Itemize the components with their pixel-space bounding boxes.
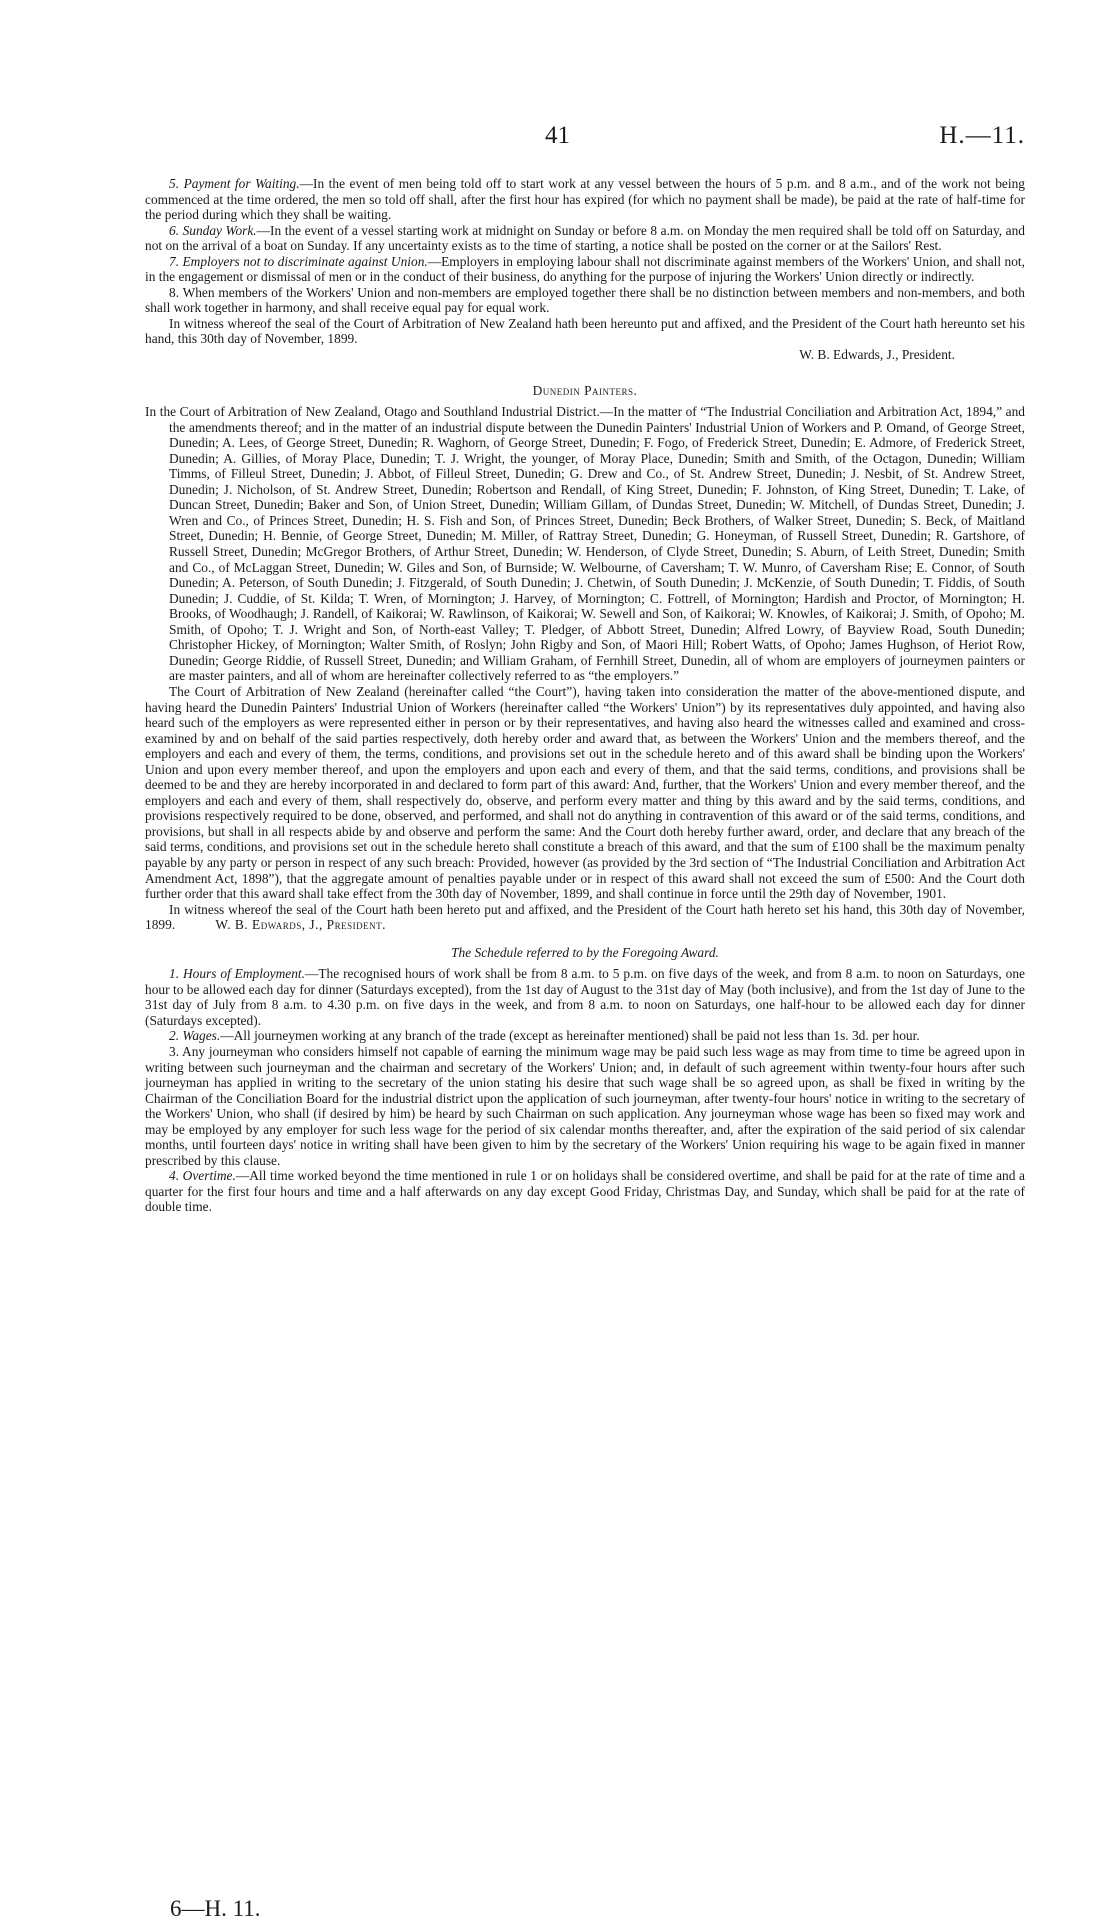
court-award-paragraph: The Court of Arbitration of New Zealand (hereinafter called “the Court”), having taken into consideration the matter of the above-mentioned dispute, and having heard the Dunedin Painters' Industrial Union of Workers (hereinafter called “the Workers' Union”) by its representatives duly appointed, and having also heard such of the employers as were represented either in person or by their representatives, and having also heard the witnesses called and examined and cross-examined by and on behalf of the said parties respectively, doth hereby order and award that, as between the Workers' Union and the members thereof, and the employers and each and every of them, the terms, conditions, and provisions set out in the schedule hereto and of this award shall be binding upon the Workers' Union and upon every member thereof, and upon the employers and upon each and every of them, and that the said terms, conditions, and provisions shall be deemed to be and they are hereby incorporated in and declared to form part of this award: And, further, that the Workers' Union and every member thereof, and the employers and each and every of them, shall respectively do, observe, and perform every matter and thing by this award and by the said terms, conditions, and provisions respectively required to be done, observed, and performed, and shall not do anything in contravention of this award or of the said terms, conditions, and provisions, but shall in all respects abide by and observe and perform the same: And the Court doth hereby further award, order, and declare that any breach of the said terms, conditions, and provisions set out in the schedule hereto shall constitute a breach of this award, and that the sum of £100 shall be the maximum penalty payable by any party or person in respect of any such breach: Provided, however (as provided by the 3rd section of “The Industrial Conciliation and Arbitration Act Amendment Act, 1898”), that the aggregate amount of penalties payable under or in respect of this award shall not exceed the sum of £500: And the Court doth further order that this award shall take effect from the 30th day of November, 1899, and shall continue in force until the 29th day of November, 1901. [145, 683, 1025, 902]
clause-employers-not-discriminate: 7. Employers not to discriminate against Union.—Employers in employing labour shall not discriminate against members of the Workers' Union, and shall not, in the engagement or dismissal of men or in the conduct of their business, do anything for the purpose of injuring the Workers' Union directly or indirectly. [145, 253, 1025, 285]
page-header [145, 118, 1025, 158]
schedule-clause-journeyman: 3. Any journeyman who considers himself not capable of earning the minimum wage may be paid such less wage as may from time to time be agreed upon in writing between such journeyman and the chairman and secretary of the Workers' Union; and, in default of such agreement within twenty-four hours after such journeyman has applied in writing to the secretary of the union stating his desire that such wage shall be so agreed upon, as shall be fixed in writing by the Chairman of the Conciliation Board for the industrial district upon the application of such journeyman, after twenty-four hours' notice in writing to the secretary of the Workers' Union, who shall (if desired by him) be heard by such Chairman on such application. Any journeyman whose wage has been so fixed may work and may be employed by any employer for such less wage for the period of six calendar months thereafter, and, after the expiration of the said period of six calendar months, until fourteen days' notice in writing shall have been given to him by the secretary of the Workers' Union requiring his wage to be again fixed in manner prescribed by this clause. [145, 1043, 1025, 1168]
schedule-clause-wages: 2. Wages.—All journeymen working at any branch of the trade (except as hereinafter mentioned) shall be paid not less than 1s. 3d. per hour. [169, 1028, 920, 1044]
witness-clause-2: In witness whereof the seal of the Court hath been hereto put and affixed, and the President of the Court hath hereto set his hand, this 30th day of November, 1899. W. B. Edwards, J., President. [145, 901, 1025, 933]
clause-members-nonmembers: 8. When members of the Workers' Union and non-members are employed together there shall be no distinction between members and non-members, and both shall work together in harmony, and shall receive equal pay for equal work. [145, 284, 1025, 316]
signature-2: W. B. Edwards, J., President. [215, 917, 386, 933]
schedule-clause-hours: 1. Hours of Employment.—The recognised hours of work shall be from 8 a.m. to 5 p.m. on five days of the week, and from 8 a.m. to noon on Saturdays, one hour to be allowed each day for dinner (Saturdays excepted), from the 1st day of August to the 31st day of May (both inclusive), and from the 1st day of June to the 31st day of July from 8 a.m. to 4.30 p.m. on five days in the week, and from 8 a.m. to noon on Saturdays, one half-hour to be allowed each day for dinner (Saturdays excepted). [145, 966, 1025, 1028]
page-number: 41 [545, 122, 570, 149]
page-footer: 6—H. 11. [170, 1896, 261, 1921]
document-code: H.—11. [939, 122, 1025, 149]
witness-clause-1: In witness whereof the seal of the Court of Arbitration of New Zealand hath been hereunto put and affixed, and the President of the Court hath hereunto set his hand, this 30th day of November, 1899. [145, 315, 1025, 347]
clause-sunday-work: 6. Sunday Work.—In the event of a vessel starting work at midnight on Sunday or before 8 a.m. on Monday the men required shall be told off on Saturday, and not on the arrival of a boat on Sunday. If any uncertainty exists as to the time of starting, a notice shall be posted on the corner or at the Sailors' Rest. [145, 222, 1026, 254]
document-body [145, 176, 1025, 1215]
clause-payment-for-waiting: 5. Payment for Waiting.—In the event of men being told off to start work at any vessel between the hours of 5 p.m. and 8 a.m., and of the work not being commenced at the time ordered, the men so told off shall, after the first hour has expired (for which no payment shall be made), be paid at the rate of half-time for the period during which they shall be waiting. [145, 176, 1025, 223]
signature-1: W. B. Edwards, J., President. [799, 347, 955, 363]
schedule-clause-overtime: 4. Overtime.—All time worked beyond the time mentioned in rule 1 or on holidays shall be considered overtime, and shall be paid for at the rate of time and a quarter for the first four hours and time and a half afterwards on any day except Good Friday, Christmas Day, and Sunday, which shall be paid for at the rate of double time. [145, 1168, 1025, 1215]
section-title: Dunedin Painters. [532, 382, 638, 398]
matter-paragraph: In the Court of Arbitration of New Zealand, Otago and Southland Industrial District.—In the matter of “The Industrial Conciliation and Arbitration Act, 1894,” and the amendments thereof; and in the matter of an industrial dispute between the Dunedin Painters' Industrial Union of Workers and P. Omand, of George Street, Dunedin; A. Lees, of George Street, Dunedin; R. Waghorn, of George Street, Dunedin; F. Fogo, of Frederick Street, Dunedin; E. Admore, of Frederick Street, Dunedin; A. Gillies, of Moray Place, Dunedin; T. J. Wright, the younger, of Moray Place, Dunedin; Smith and Smith, of the Octagon, Dunedin; William Timms, of Filleul Street, Dunedin; J. Abbot, of Filleul Street, Dunedin; G. Drew and Co., of St. Andrew Street, Dunedin; J. Nesbit, of St. Andrew Street, Dunedin; J. Nicholson, of St. Andrew Street, Dunedin; Robertson and Rendall, of King Street, Dunedin; F. Johnston, of King Street, Dunedin; T. Lake, of Duncan Street, Dunedin; Baker and Son, of Union Street, Dunedin; William Gillam, of Dundas Street, Dunedin; W. Mitchell, of Dundas Street, Dunedin; J. Wren and Co., of Princes Street, Dunedin; H. S. Fish and Son, of Princes Street, Dunedin; Beck Brothers, of Walker Street, Dunedin; S. Beck, of Maitland Street, Dunedin; H. Bennie, of George Street, Dunedin; M. Miller, of Rattray Street, Dunedin; G. Honeyman, of Russell Street, Dunedin; R. Gartshore, of Russell Street, Dunedin; McGregor Brothers, of Arthur Street, Dunedin; W. Henderson, of Clyde Street, Dunedin; S. Aburn, of Leith Street, Dunedin; Smith and Co., of McLaggan Street, Dunedin; W. Giles and Son, of Burnside; W. Welbourne, of Caversham; T. W. Munro, of Caversham Rise; E. Connor, of South Dunedin; A. Peterson, of South Dunedin; J. Fitzgerald, of South Dunedin; J. Chetwin, of South Dunedin; J. McKenzie, of South Dunedin; T. Fiddis, of South Dunedin; J. Cuddie, of St. Kilda; T. Wren, of Mornington; J. Harvey, of Mornington; C. Fottrell, of Mornington; Hardish and Proctor, of Mornington; H. Brooks, of Woodhaugh; J. Randell, of Kaikorai; W. Rawlinson, of Kaikorai; W. Sewell and Son, of Kaikorai; W. Knowles, of Kaikorai; J. Smith, of Opoho; M. Smith, of Opoho; T. J. Wright and Son, of North-east Valley; T. Pledger, of Abbott Street, Dunedin; Alfred Lowry, of Bayview Road, South Dunedin; Christopher Hickey, of Mornington; Walter Smith, of Roslyn; John Rigby and Son, of Maori Hill; Robert Watts, of Opoho; James Hughson, of Heriot Row, Dunedin; George Riddie, of Russell Street, Dunedin; and William Graham, of Fernhill Street, Dunedin, all of whom are employers of journeymen painters or are master painters, and all of whom are hereinafter collectively referred to as “the employers.” [145, 404, 1025, 684]
schedule-title: The Schedule referred to by the Foregoing Award. [451, 944, 719, 960]
